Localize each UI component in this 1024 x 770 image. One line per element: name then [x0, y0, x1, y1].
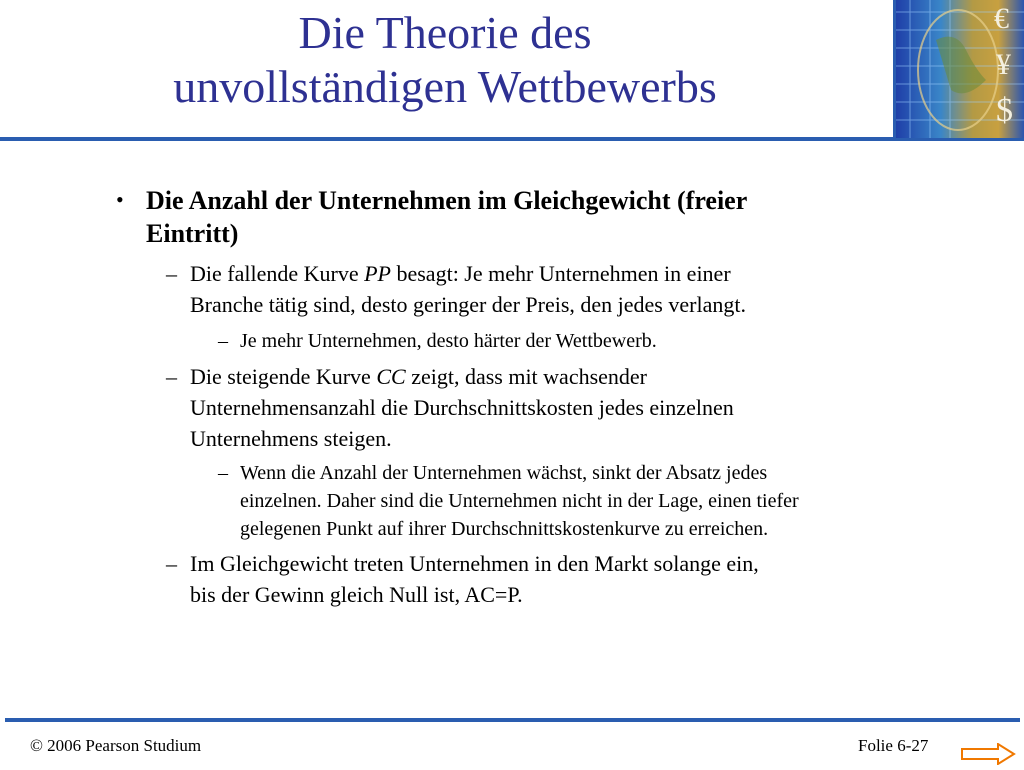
next-slide-button[interactable] — [960, 743, 1016, 765]
next-slide-arrow-icon — [960, 743, 1016, 765]
sub-item-cc-line-2: Unternehmensanzahl die Durchschnittskosten jedes einzelnen — [190, 395, 734, 420]
sub-item-cc — [190, 361, 950, 454]
title-line-1: Die Theorie des — [298, 7, 592, 58]
dash-marker: – — [166, 261, 177, 286]
sub-item-pp — [190, 258, 950, 320]
sub-item-pp-pre: Die fallende Kurve — [190, 261, 365, 286]
title-line-2: unvollständigen Wettbewerbs — [173, 61, 717, 112]
sub-item-pp-line-2: Branche tätig sind, desto geringer der Preis, den jedes verlangt. — [190, 292, 746, 317]
sub-sub-item-sales-line-2: einzelnen. Daher sind die Unternehmen nicht in der Lage, einen tiefer — [240, 490, 799, 512]
dash-marker: – — [166, 364, 177, 389]
sub-sub-item-sales — [240, 459, 980, 543]
sub-sub-item-sales-line-3: gelegenen Punkt auf ihrer Durchschnittskostenkurve zu erreichen. — [240, 518, 769, 540]
sub-sub-item-competition — [240, 327, 960, 355]
sub-item-equilibrium-line-1: Im Gleichgewicht treten Unternehmen in den Markt solange ein, — [190, 551, 759, 576]
sub-item-equilibrium — [190, 548, 950, 610]
header-divider — [0, 137, 893, 141]
euro-icon: € — [994, 2, 1009, 35]
dash-marker: – — [218, 330, 228, 352]
yen-icon: ¥ — [996, 48, 1011, 81]
sub-item-pp-post: besagt: Je mehr Unternehmen in einer — [390, 261, 731, 286]
sub-item-cc-line-3: Unternehmens steigen. — [190, 426, 392, 451]
heading-line-2: Eintritt) — [146, 219, 239, 248]
copyright-text: © 2006 Pearson Studium — [30, 736, 202, 755]
sub-sub-item-competition-line-1: Je mehr Unternehmen, desto härter der Wettbewerb. — [240, 330, 657, 352]
slide-title — [0, 6, 890, 114]
dash-marker: – — [166, 551, 177, 576]
dash-marker: – — [218, 462, 228, 484]
dollar-icon: $ — [996, 92, 1013, 129]
sub-item-cc-pre: Die steigende Kurve — [190, 364, 377, 389]
currency-globe-logo — [893, 0, 1024, 141]
bullet-marker: • — [116, 187, 124, 212]
heading-line-1: Die Anzahl der Unternehmen im Gleichgewicht (freier — [146, 186, 748, 215]
footer-divider — [5, 718, 1020, 722]
sub-sub-item-sales-line-1: Wenn die Anzahl der Unternehmen wächst, sinkt der Absatz jedes — [240, 462, 768, 484]
sub-item-equilibrium-line-2: bis der Gewinn gleich Null ist, AC=P. — [190, 582, 523, 607]
curve-pp-label: PP — [364, 261, 391, 286]
slide-number: Folie 6-27 — [858, 736, 929, 755]
sub-item-cc-post: zeigt, dass mit wachsender — [405, 364, 647, 389]
main-bullet-heading — [146, 184, 906, 250]
curve-cc-label: CC — [376, 364, 406, 389]
